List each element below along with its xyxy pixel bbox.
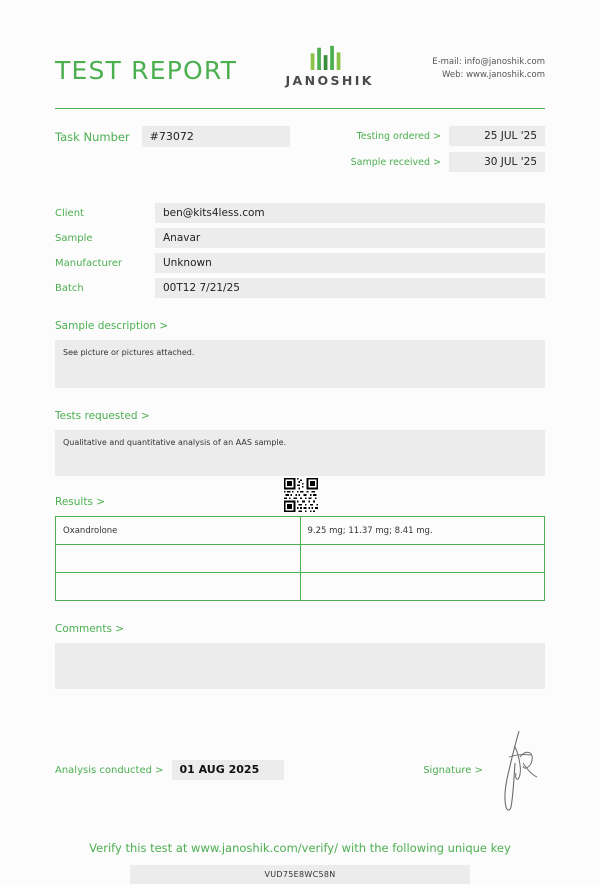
header-divider [55,108,545,109]
date-group [351,126,545,178]
info-value: Anavar [155,228,545,248]
info-block [55,203,545,298]
result-amount [300,573,545,601]
table-row [56,517,545,545]
signature-label: Signature > [423,764,483,776]
info-row-client [55,203,545,223]
info-label: Batch [55,282,84,294]
sample-received-row [351,152,545,172]
info-label: Manufacturer [55,257,122,269]
info-row-batch [55,278,545,298]
table-row [56,573,545,601]
task-number-value: #73072 [142,126,290,147]
verify-text: Verify this test at www.janoshik.com/verify/ with the following unique key [89,841,511,855]
task-row [55,126,545,178]
brand-logo [285,42,373,88]
contact-info [432,42,545,82]
sample-description-title: Sample description > [55,320,169,332]
info-row-sample [55,228,545,248]
comments-box [55,643,545,689]
result-amount [300,545,545,573]
tests-requested-title: Tests requested > [55,410,150,422]
info-label: Sample [55,232,93,244]
analysis-group [55,760,284,780]
table-row [56,545,545,573]
contact-web: Web: www.janoshik.com [442,70,545,81]
report-header [55,0,545,88]
tests-requested-box: Qualitative and quantitative analysis of an AAS sample. [55,430,545,476]
result-substance [56,545,301,573]
analysis-row [55,727,545,813]
results-table [55,516,545,601]
result-amount: 9.25 mg; 11.37 mg; 8.41 mg. [300,517,545,545]
page-title: TEST REPORT [55,56,238,85]
signature-group [423,727,545,813]
info-value: ben@kits4less.com [155,203,545,223]
sample-received-label: Sample received > [350,156,441,168]
task-number-group [55,126,290,147]
task-number-label: Task Number [55,129,130,144]
sample-description-box: See picture or pictures attached. [55,340,545,388]
signature-icon [489,727,545,813]
comments-title: Comments > [55,623,125,635]
qr-code-icon [280,478,322,512]
info-value: 00T12 7/21/25 [155,278,545,298]
info-value: Unknown [155,253,545,273]
janoshik-bars-icon [307,44,352,70]
verify-key: VUD75E8WC58N [130,865,470,884]
results-header [55,496,545,508]
testing-ordered-value: 25 JUL '25 [449,126,545,146]
sample-received-value: 30 JUL '25 [449,152,545,172]
result-substance: Oxandrolone [56,517,301,545]
results-title: Results > [55,496,106,508]
brand-name: JANOSHIK [285,73,374,88]
contact-email: E-mail: info@janoshik.com [432,57,545,67]
analysis-date-value: 01 AUG 2025 [172,760,284,780]
testing-ordered-label: Testing ordered > [356,130,441,142]
info-row-manufacturer [55,253,545,273]
analysis-label: Analysis conducted > [55,764,164,776]
testing-ordered-row [351,126,545,146]
result-substance [56,573,301,601]
info-label: Client [55,207,84,219]
